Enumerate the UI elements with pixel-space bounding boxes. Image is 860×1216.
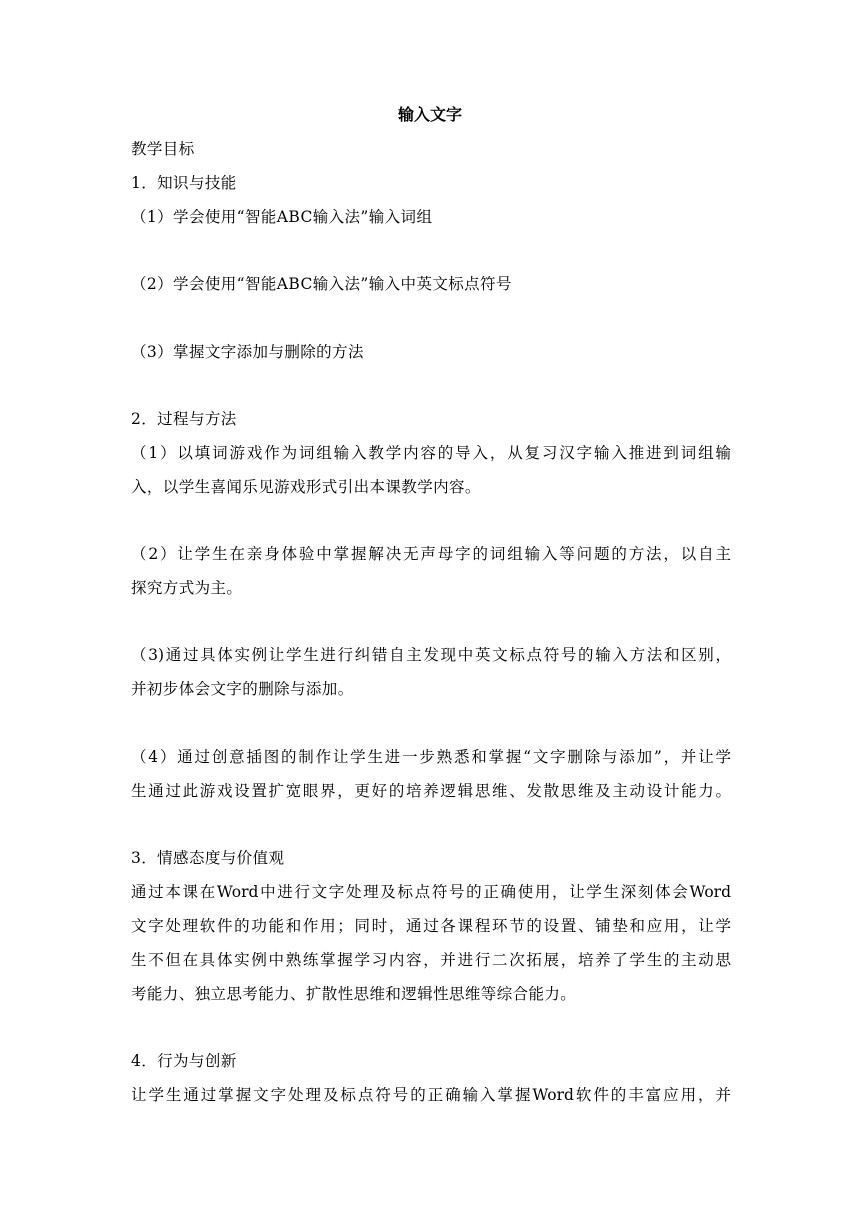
section-heading-behavior-innovation: 4．行为与创新 [131,1052,237,1070]
paragraph-line: 文字处理软件的功能和作用；同时，通过各课程环节的设置、铺垫和应用，让学 [131,917,731,935]
list-item: （2）学会使用“智能ABC输入法”输入中英文标点符号 [131,275,512,293]
paragraph-line: （2）让学生在亲身体验中掌握解决无声母字的词组输入等问题的方法，以自主 [131,545,731,563]
section-heading-objectives: 教学目标 [131,140,195,158]
paragraph-line: 并初步体会文字的删除与添加。 [131,680,354,698]
list-item: （1）学会使用“智能ABC输入法”输入词组 [131,208,433,226]
list-item: （3）掌握文字添加与删除的方法 [131,343,364,361]
paragraph-line: 探究方式为主。 [131,579,243,597]
paragraph-line: （1）以填词游戏作为词组输入教学内容的导入，从复习汉字输入推进到词组输 [131,444,731,462]
paragraph-line: （3)通过具体实例让学生进行纠错自主发现中英文标点符号的输入方法和区别， [131,646,731,664]
paragraph-line: 考能力、独立思考能力、扩散性思维和逻辑性思维等综合能力。 [131,985,577,1003]
section-heading-process-method: 2．过程与方法 [131,410,237,428]
document-title: 输入文字 [397,105,462,124]
paragraph-line: 生通过此游戏设置扩宽眼界，更好的培养逻辑思维、发散思维及主动设计能力。 [131,782,731,800]
paragraph-line: 让学生通过掌握文字处理及标点符号的正确输入掌握Word软件的丰富应用，并 [131,1086,731,1104]
section-heading-knowledge-skills: 1．知识与技能 [131,174,237,192]
section-heading-attitude-values: 3．情感态度与价值观 [131,849,285,867]
paragraph-line: （4）通过创意插图的制作让学生进一步熟悉和掌握“文字删除与添加”，并让学 [131,748,731,766]
paragraph-line: 生不但在具体实例中熟练掌握学习内容，并进行二次拓展，培养了学生的主动思 [131,951,731,969]
paragraph-line: 通过本课在Word中进行文字处理及标点符号的正确使用，让学生深刻体会Word [131,883,731,901]
paragraph-line: 入，以学生喜闻乐见游戏形式引出本课教学内容。 [131,478,481,496]
